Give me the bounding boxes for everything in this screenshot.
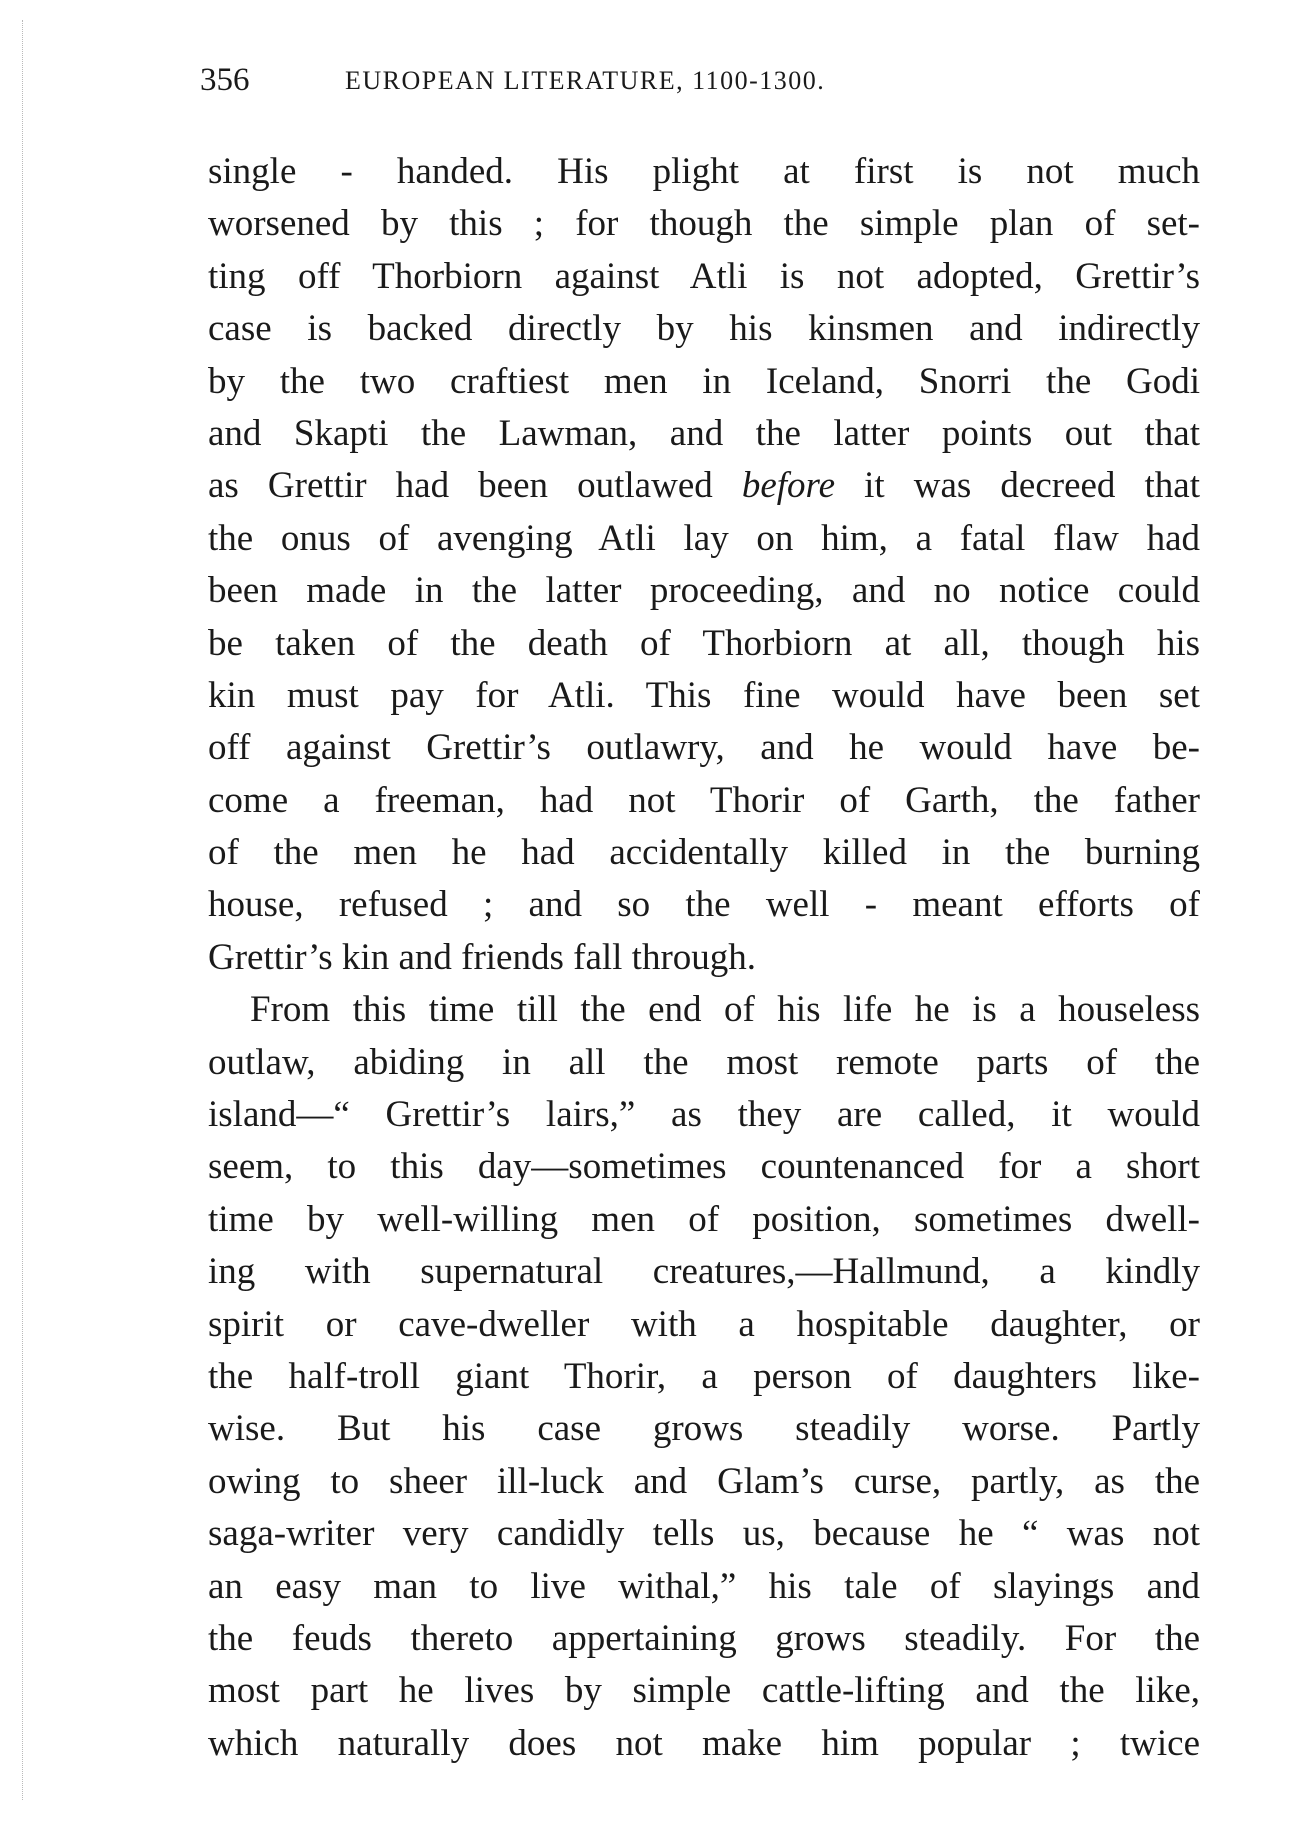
text-line: by the two craftiest men in Iceland, Snorri the Godi bbox=[208, 360, 1200, 402]
text-line: saga-writer very candidly tells us, because he “ was not bbox=[208, 1513, 1200, 1555]
scan-margin-dots bbox=[22, 20, 25, 1800]
text-line: worsened by this ; for though the simple plan of set- bbox=[208, 203, 1200, 245]
text-line-with-italic bbox=[208, 460, 1200, 512]
text-line: and Skapti the Lawman, and the latter points out that bbox=[208, 412, 1200, 454]
text-line: island—“ Grettir’s lairs,” as they are called, it would bbox=[208, 1094, 1200, 1136]
text-run: it was decreed that bbox=[835, 465, 1200, 507]
text-line: time by well-willing men of position, sometimes dwell- bbox=[208, 1198, 1200, 1240]
page-number: 356 bbox=[200, 62, 250, 98]
text-line: From this time till the end of his life he is a houseless bbox=[250, 989, 1200, 1031]
text-line: most part he lives by simple cattle-lifting and the like, bbox=[208, 1670, 1200, 1712]
text-line: of the men he had accidentally killed in the burning bbox=[208, 832, 1200, 874]
text-line: spirit or cave-dweller with a hospitable daughter, or bbox=[208, 1303, 1200, 1345]
running-head: EUROPEAN LITERATURE, 1100-1300. bbox=[345, 66, 826, 95]
text-line: come a freeman, had not Thorir of Garth, the father bbox=[208, 779, 1200, 821]
text-line: house, refused ; and so the well - meant efforts of bbox=[208, 884, 1200, 926]
text-line: an easy man to live withal,” his tale of slayings and bbox=[208, 1565, 1200, 1607]
text-line: ting off Thorbiorn against Atli is not adopted, Grettir’s bbox=[208, 255, 1200, 297]
text-line: which naturally does not make him popular ; twice bbox=[208, 1722, 1200, 1764]
italic-word: before bbox=[741, 465, 835, 507]
text-line: Grettir’s kin and friends fall through. bbox=[208, 936, 757, 978]
text-line: be taken of the death of Thorbiorn at all, though his bbox=[208, 622, 1200, 664]
text-line: seem, to this day—sometimes countenanced for a short bbox=[208, 1146, 1200, 1188]
text-line: been made in the latter proceeding, and no notice could bbox=[208, 570, 1200, 612]
text-line: the onus of avenging Atli lay on him, a fatal flaw had bbox=[208, 517, 1200, 559]
text-line: ing with supernatural creatures,—Hallmund, a kindly bbox=[208, 1251, 1200, 1293]
text-line: outlaw, abiding in all the most remote parts of the bbox=[208, 1041, 1200, 1083]
text-run: as Grettir had been outlawed bbox=[208, 465, 742, 507]
text-line: wise. But his case grows steadily worse. Partly bbox=[208, 1408, 1200, 1450]
text-line: kin must pay for Atli. This fine would have been set bbox=[208, 674, 1200, 716]
text-line: the half-troll giant Thorir, a person of daughters like- bbox=[208, 1355, 1200, 1397]
text-line: single - handed. His plight at first is not much bbox=[208, 151, 1200, 192]
text-line: the feuds thereto appertaining grows steadily. For the bbox=[208, 1617, 1200, 1659]
text-line: owing to sheer ill-luck and Glam’s curse, partly, as the bbox=[208, 1460, 1200, 1502]
body-text bbox=[208, 146, 1200, 1770]
text-line: off against Grettir’s outlawry, and he would have be- bbox=[208, 727, 1200, 769]
page-header bbox=[200, 62, 1020, 102]
text-line: case is backed directly by his kinsmen and indirectly bbox=[208, 308, 1200, 350]
